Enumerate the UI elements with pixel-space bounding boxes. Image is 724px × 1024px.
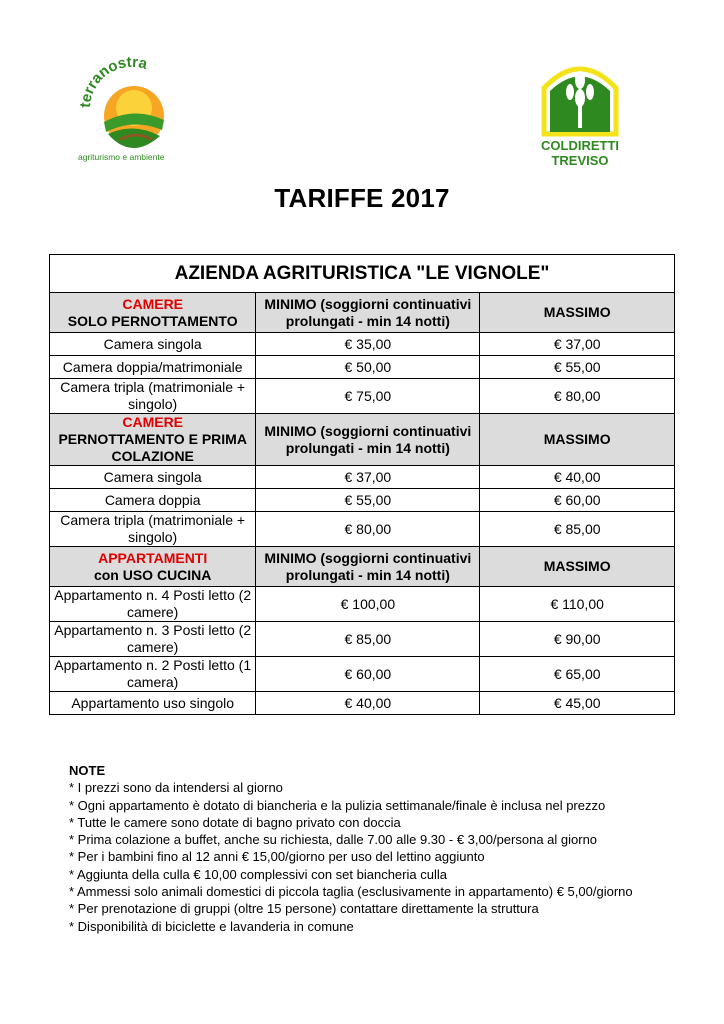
row-label: Camera singola: [50, 466, 256, 489]
max-header: MASSIMO: [480, 414, 675, 466]
max-header: MASSIMO: [480, 547, 675, 587]
row-min-price: € 75,00: [256, 379, 480, 414]
row-label: Appartamento n. 2 Posti letto (1 camera): [50, 657, 256, 692]
tariff-table: [49, 254, 675, 715]
treviso-label: TREVISO: [551, 153, 609, 168]
section-subcategory: con USO CUCINA: [93, 566, 212, 583]
row-min-price: € 85,00: [256, 622, 480, 657]
row-label: Camera doppia: [50, 489, 256, 512]
section-category: APPARTAMENTI: [98, 549, 208, 566]
logo-brand-text: terranostra: [76, 56, 149, 109]
row-max-price: € 80,00: [480, 379, 675, 414]
row-max-price: € 110,00: [480, 587, 675, 622]
min-header: MINIMO (soggiorni continuativi prolungati - min 14 notti): [256, 547, 480, 587]
note-item: * I prezzi sono da intendersi al giorno: [69, 780, 283, 796]
row-label: Camera doppia/matrimoniale: [50, 356, 256, 379]
row-max-price: € 65,00: [480, 657, 675, 692]
row-max-price: € 45,00: [480, 692, 675, 715]
section-subcategory: SOLO PERNOTTAMENTO: [67, 312, 238, 329]
min-header: MINIMO (soggiorni continuativi prolungati - min 14 notti): [256, 293, 480, 333]
coldiretti-label: COLDIRETTI: [541, 138, 619, 153]
row-min-price: € 80,00: [256, 512, 480, 547]
note-item: * Aggiunta della culla € 10,00 complessivi con set biancheria culla: [69, 866, 447, 882]
section-header-camere-colazione: [50, 414, 256, 466]
row-max-price: € 55,00: [480, 356, 675, 379]
row-max-price: € 40,00: [480, 466, 675, 489]
row-label: Camera tripla (matrimoniale + singolo): [50, 379, 256, 414]
notes-heading: NOTE: [69, 763, 106, 778]
note-item: * Disponibilità di biciclette e lavanderia in comune: [69, 918, 354, 934]
row-min-price: € 55,00: [256, 489, 480, 512]
row-label: Appartamento n. 4 Posti letto (2 camere): [50, 587, 256, 622]
row-label: Appartamento uso singolo: [50, 692, 256, 715]
row-max-price: € 90,00: [480, 622, 675, 657]
row-min-price: € 60,00: [256, 657, 480, 692]
row-label: Camera tripla (matrimoniale + singolo): [50, 512, 256, 547]
row-label: Camera singola: [50, 333, 256, 356]
row-max-price: € 60,00: [480, 489, 675, 512]
note-item: * Tutte le camere sono dotate di bagno privato con doccia: [69, 814, 401, 830]
table-title: AZIENDA AGRITURISTICA "LE VIGNOLE": [50, 255, 675, 293]
row-min-price: € 35,00: [256, 333, 480, 356]
row-min-price: € 50,00: [256, 356, 480, 379]
section-header-appartamenti: [50, 547, 256, 587]
coldiretti-logo: [540, 58, 620, 170]
terranostra-logo: [76, 56, 186, 166]
logo-tagline: agriturismo e ambiente: [78, 152, 165, 162]
section-subcategory: PERNOTTAMENTO E PRIMA COLAZIONE: [58, 431, 247, 464]
row-max-price: € 37,00: [480, 333, 675, 356]
section-header-camere: [50, 293, 256, 333]
min-header: MINIMO (soggiorni continuativi prolungati - min 14 notti): [256, 414, 480, 466]
note-item: * Ammessi solo animali domestici di piccola taglia (esclusivamente in appartamento) € 5,00/giorno: [69, 884, 633, 900]
section-category: CAMERE: [122, 295, 184, 312]
section-category: CAMERE: [122, 414, 184, 430]
row-min-price: € 100,00: [256, 587, 480, 622]
row-min-price: € 37,00: [256, 466, 480, 489]
note-item: * Ogni appartamento è dotato di biancheria e la pulizia settimanale/finale è inclusa nel prezzo: [69, 797, 606, 813]
notes-section: [69, 762, 633, 935]
note-item: * Per i bambini fino al 12 anni € 15,00/giorno per uso del lettino aggiunto: [69, 849, 485, 865]
note-item: * Prima colazione a buffet, anche su richiesta, dalle 7.00 alle 9.30 - € 3,00/persona al giorno: [69, 832, 598, 848]
note-item: * Per prenotazione di gruppi (oltre 15 persone) contattare direttamente la struttura: [69, 901, 539, 917]
row-label: Appartamento n. 3 Posti letto (2 camere): [50, 622, 256, 657]
row-min-price: € 40,00: [256, 692, 480, 715]
row-max-price: € 85,00: [480, 512, 675, 547]
max-header: MASSIMO: [480, 293, 675, 333]
page-title: TARIFFE 2017: [274, 183, 450, 213]
